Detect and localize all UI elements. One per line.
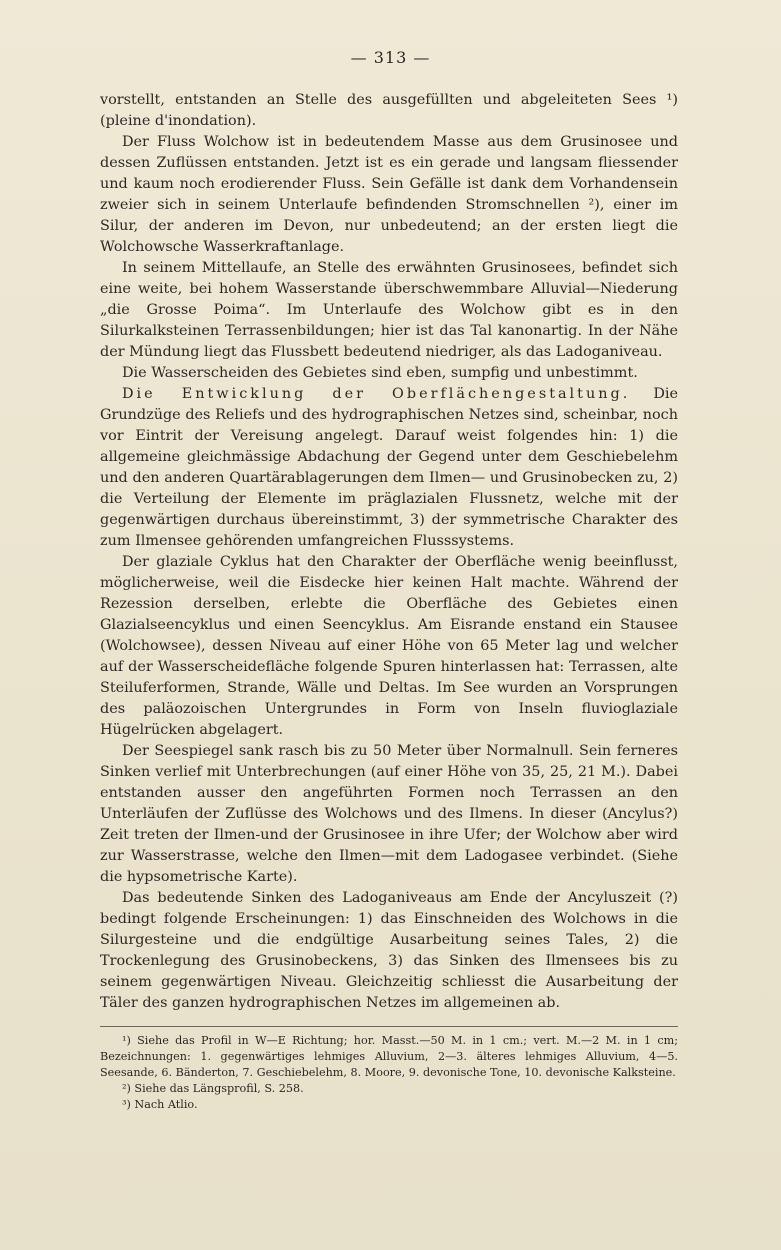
footnotes bbox=[100, 1026, 678, 1113]
body-text bbox=[100, 90, 678, 1113]
page-number: — 313 — bbox=[350, 48, 431, 67]
footnote: ¹) Siehe das Profil in W—E Richtung; hor. Masst.—50 M. in 1 cm.; vert. M.—2 M. in 1 cm; Bezeichnungen: 1. gegenwärtiges lehmiges Alluvium, 2—3. älteres lehmiges Alluvium, 4—5. Seesande, 6. Bänderton, 7. Geschiebelehm, 8. Moore, 9. devonische Tone, 10. devonische Kalksteine. bbox=[100, 1034, 678, 1079]
footnote: ³) Nach Atlio. bbox=[122, 1098, 198, 1111]
paragraph: Der Seespiegel sank rasch bis zu 50 Meter über Normalnull. Sein ferneres Sinken verlief mit Unterbrechungen (auf einer Höhe von 35, 25, 21 M.). Dabei entstanden ausser den angeführten Formen noch Terrassen an den Unterläufen der Zuflüsse des Wolchows und des Ilmens. In dieser (Ancylus?) Zeit treten der Ilmen-und der Grusinosee in ihre Ufer; der Wolchow aber wird zur Wasserstrasse, welche den Ilmen—mit dem Ladogasee verbindet. (Siehe die hypsometrische Karte). bbox=[100, 743, 678, 885]
paragraph: Das bedeutende Sinken des Ladoganiveaus am Ende der Ancyluszeit (?) bedingt folgende Erscheinungen: 1) das Einschneiden des Wolchows in die Silurgesteine und die endgültige Ausarbeitung seines Tales, 2) die Trockenlegung des Grusinobeckens, 3) das Sinken des Ilmensees bis zu seinem gegenwärtigen Niveau. Gleichzeitig schliesst die Ausarbeitung der Täler des ganzen hydrographischen Netzes im allgemeinen ab. bbox=[100, 890, 678, 1011]
paragraph: vorstellt, entstanden an Stelle des ausgefüllten und abgeleiteten Sees ¹) (pleine d'inondation). bbox=[100, 92, 678, 129]
paragraph: Der glaziale Cyklus hat den Charakter der Oberfläche wenig beeinflusst, möglicherweise, weil die Eisdecke hier keinen Halt machte. Während der Rezession derselben, erlebte die Oberfläche des Gebietes einen Glazialseencyklus und einen Seencyklus. Am Eisrande enstand ein Stausee (Wolchowsee), dessen Niveau auf einer Höhe von 65 Meter lag und welcher auf der Wasserscheidefläche folgende Spuren hinterlassen hat: Terrassen, alte Steiluferformen, Strande, Wälle und Deltas. Im See wurden an Vorsprungen des paläozoischen Untergrundes in Form von Inseln fluvioglaziale Hügelrücken abgelagert. bbox=[100, 554, 678, 738]
section-heading: Die Entwicklung der Oberflächengestaltung. bbox=[122, 386, 631, 402]
paragraph-text: Die Grundzüge des Reliefs und des hydrographischen Netzes sind, scheinbar, noch vor Eintrit der Vereisung angelegt. Darauf weist folgendes hin: 1) die allgemeine gleichmässige Abdachung der Gegend unter dem Geschiebelehm und den anderen Quartärablagerungen dem Ilmen— und Grusinobecken zu, 2) die Verteilung der Elemente im präglazialen Flussnetz, welche mit der gegenwärtigen durchaus übereinstimmt, 3) der symmetrische Charakter des zum Ilmensee gehörenden umfangreichen Flusssystems. bbox=[100, 386, 679, 549]
paragraph: In seinem Mittellaufe, an Stelle des erwähnten Grusinosees, befindet sich eine weite, bei hohem Wasserstande überschwemmbare Alluvial—Niederung „die Grosse Poima“. Im Unterlaufe des Wolchow gibt es in den Silurkalksteinen Terrassenbildungen; hier ist das Tal kanonartig. In der Nähe der Mündung liegt das Flussbett bedeutend niedriger, als das Ladoganiveau. bbox=[100, 260, 678, 360]
paragraph: Der Fluss Wolchow ist in bedeutendem Masse aus dem Grusinosee und dessen Zuflüssen entstanden. Jetzt ist es ein gerade und langsam fliessender und kaum noch erodierender Fluss. Sein Gefälle ist dank dem Vorhandensein zweier sich in seinem Unterlaufe befindenden Stromschnellen ²), einer im Silur, der anderen im Devon, nur unbedeutend; an der ersten liegt die Wolchowsche Wasserkraftanlage. bbox=[100, 134, 678, 255]
footnote: ²) Siehe das Längsprofil, S. 258. bbox=[122, 1082, 304, 1095]
paragraph bbox=[100, 384, 678, 552]
paragraph: Die Wasserscheiden des Gebietes sind eben, sumpfig und unbestimmt. bbox=[122, 365, 638, 381]
